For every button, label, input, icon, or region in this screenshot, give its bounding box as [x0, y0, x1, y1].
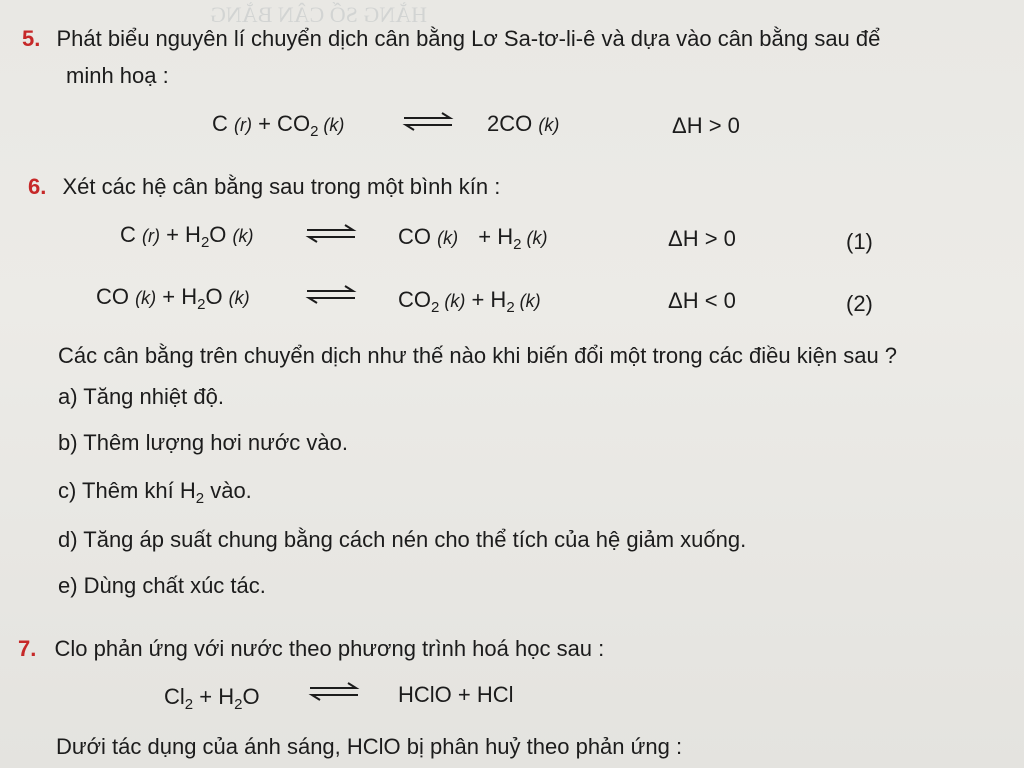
question-7-number: 7. — [18, 636, 37, 661]
equation-6-2-rhs: $CO_2$ $(k) + H_2$ (k) — [398, 287, 541, 316]
question-6-prompt: Các cân bằng trên chuyển dịch như thế nào khi biến đổi một trong các điều kiện sau ? — [58, 343, 898, 368]
question-7-line — [18, 636, 604, 662]
question-5-line2: minh hoạ : — [66, 63, 169, 88]
option-e: e) Dùng chất xúc tác. — [58, 573, 266, 598]
equation-5-lhs: C $(r) + CO_2$ (k) — [212, 111, 345, 140]
option-a: a) Tăng nhiệt độ. — [58, 384, 224, 409]
equation-5-enthalpy: ΔH > 0 — [672, 113, 740, 138]
question-6-line — [28, 174, 500, 200]
equation-6-1-rhs: CO $(k) + H_2$ (k) — [398, 224, 548, 253]
question-5-number: 5. — [22, 26, 41, 51]
option-d: d) Tăng áp suất chung bằng cách nén cho thể tích của hệ giảm xuống. — [58, 527, 747, 552]
equilibrium-arrow-icon — [402, 110, 454, 132]
equilibrium-arrow-icon — [305, 222, 357, 244]
equilibrium-arrow-icon — [305, 283, 357, 305]
question-7-text2: Dưới tác dụng của ánh sáng, HClO bị phân huỷ theo phản ứng : — [56, 734, 683, 759]
bleed-through-header: HẰNG SỐ CÂN BẰNG — [210, 2, 427, 27]
equilibrium-arrow-icon — [308, 680, 360, 702]
equation-6-2-enthalpy: ΔH < 0 — [668, 288, 736, 313]
equation-7-lhs: $Cl_2 + H_2O$ — [164, 684, 260, 713]
question-7-text: Clo phản ứng với nước theo phương trình hoá học sau : — [54, 636, 605, 661]
option-c: c) Thêm khí $H_2$ vào. — [58, 478, 252, 507]
equation-6-2-lhs: CO $(k) + H_2O$ (k) — [96, 284, 250, 313]
option-b: b) Thêm lượng hơi nước vào. — [58, 430, 348, 455]
equation-6-2-label: (2) — [846, 291, 873, 316]
equation-5-rhs: 2CO (k) — [487, 111, 560, 136]
question-6-text: Xét các hệ cân bằng sau trong một bình kín : — [62, 174, 501, 199]
equation-6-1-label: (1) — [846, 229, 873, 254]
question-6-number: 6. — [28, 174, 47, 199]
question-5-text: Phát biểu nguyên lí chuyển dịch cân bằng Lơ Sa-tơ-li-ê và dựa vào cân bằng sau để — [56, 26, 881, 51]
equation-6-1-enthalpy: ΔH > 0 — [668, 226, 736, 251]
equation-6-1-lhs: C $(r) + H_2O$ (k) — [120, 222, 254, 251]
question-5-line1 — [22, 26, 880, 52]
equation-7-rhs: HClO + HCl — [398, 682, 514, 707]
